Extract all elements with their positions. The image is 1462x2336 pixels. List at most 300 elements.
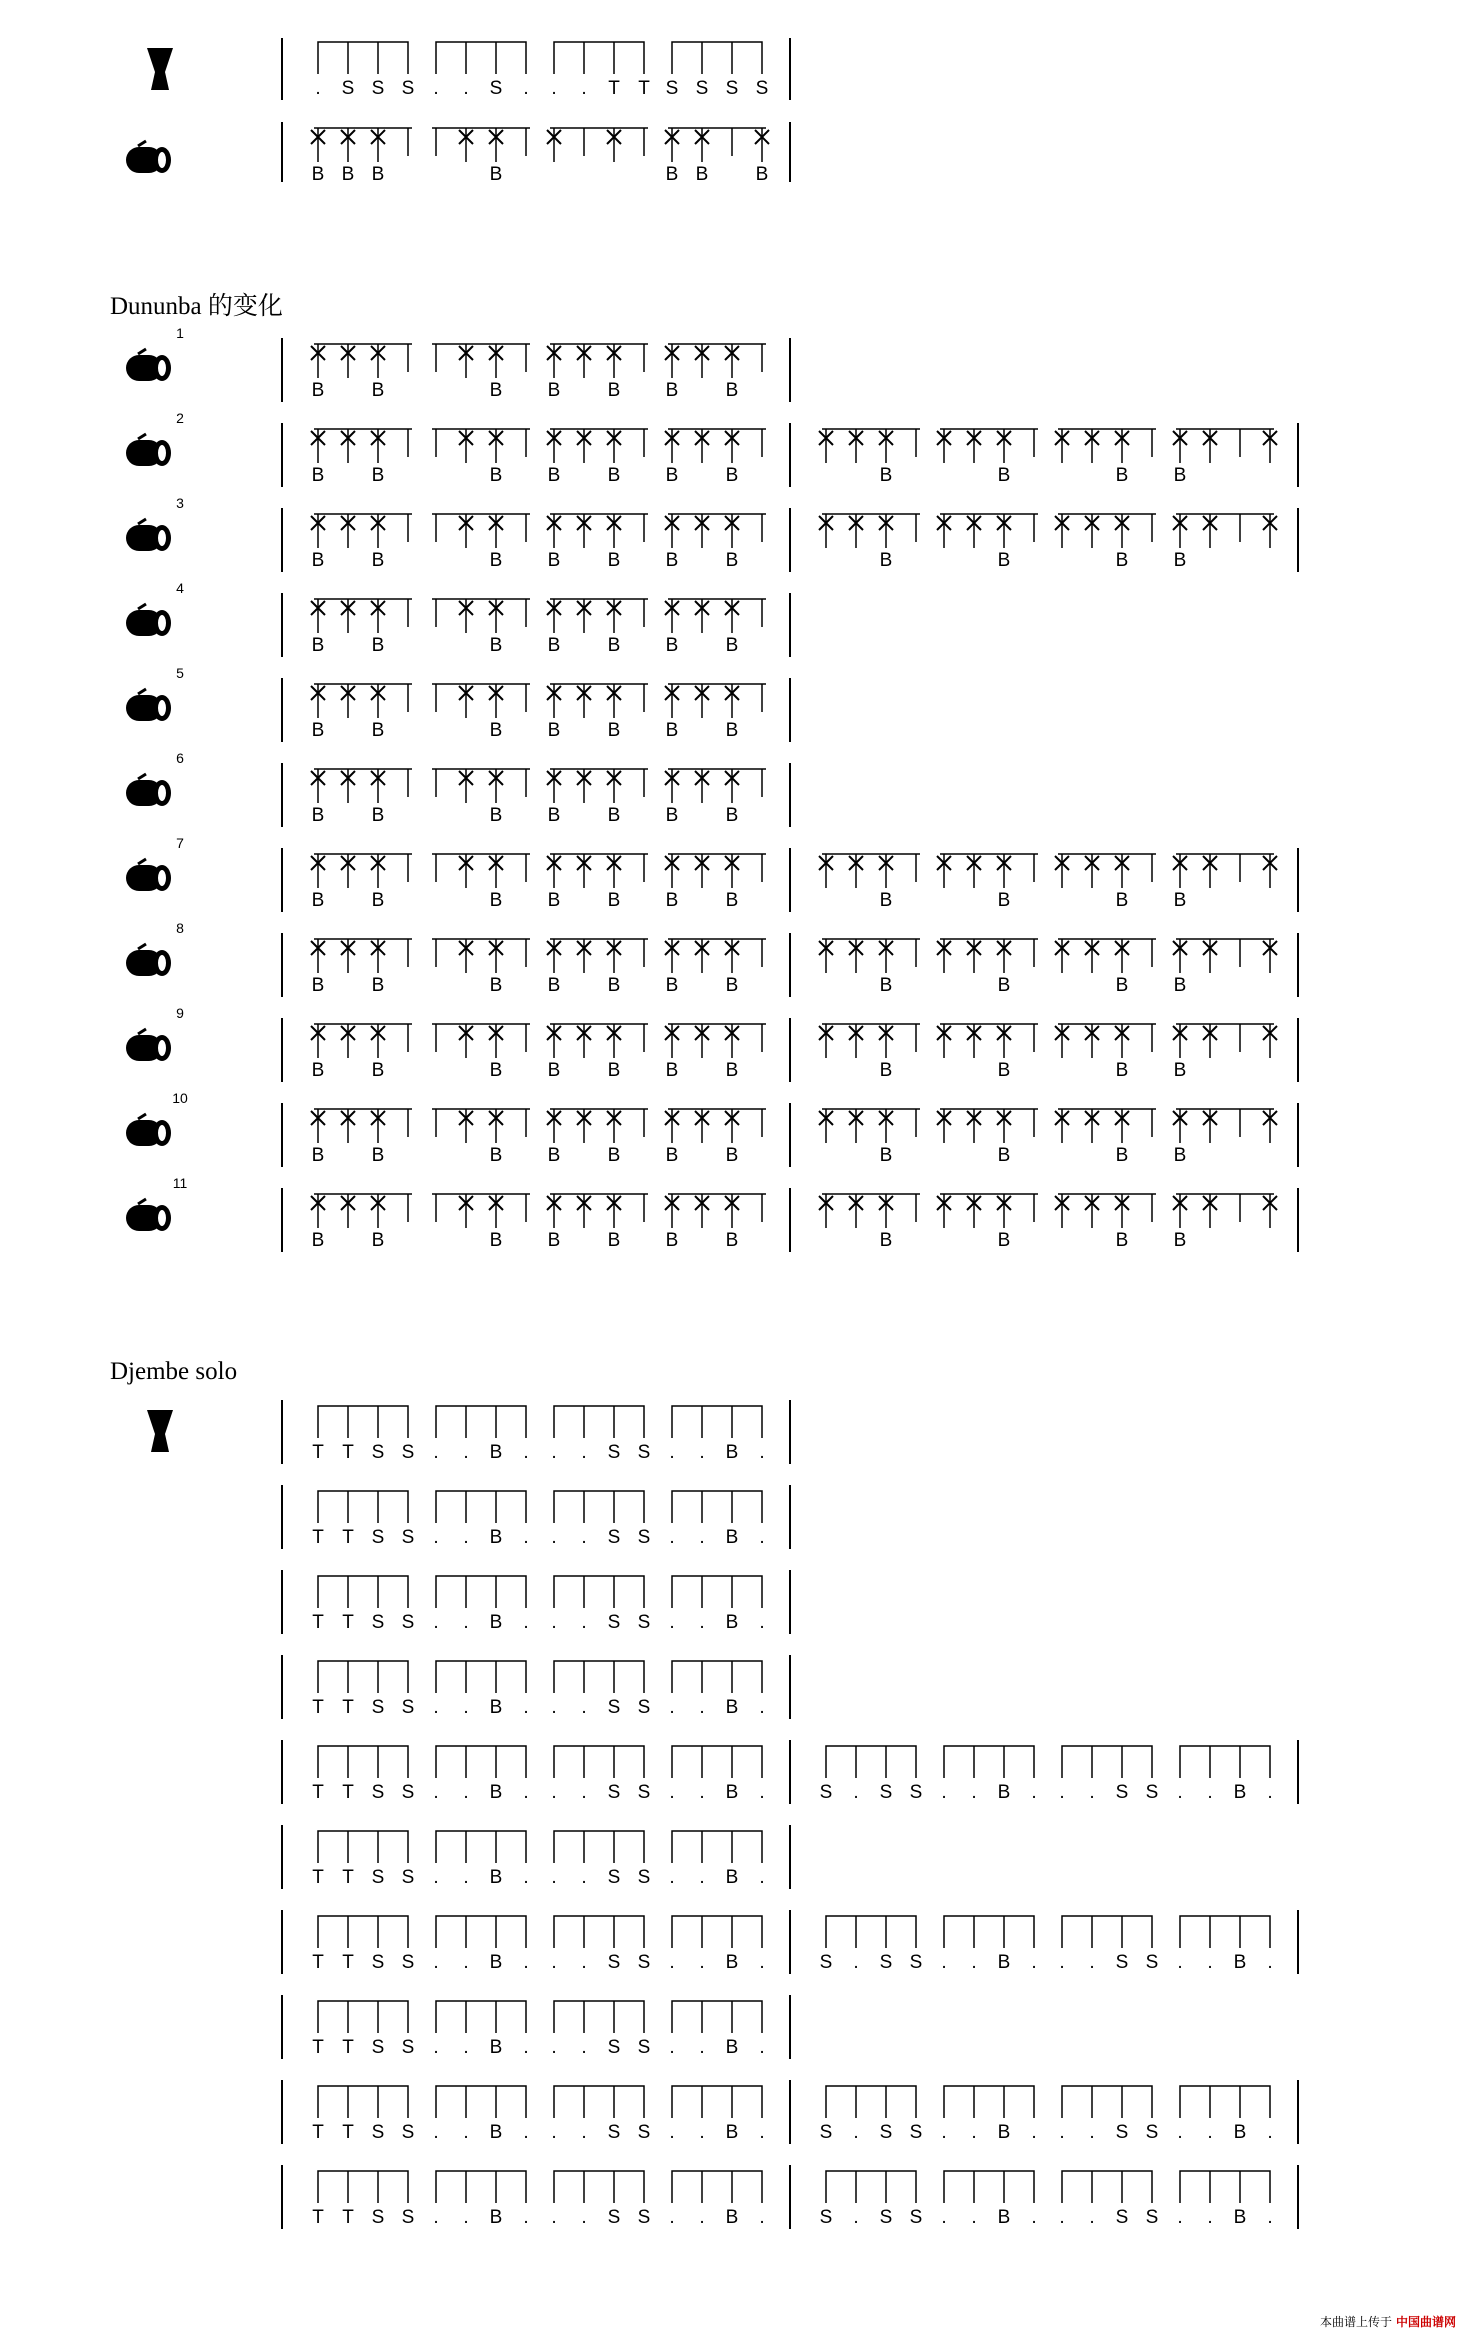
stroke-symbol: B xyxy=(725,2037,739,2058)
beat-bracket xyxy=(318,1576,408,1608)
stroke-symbol: . xyxy=(669,1442,675,1463)
dunun-icon-head-ring xyxy=(158,360,166,376)
stroke-symbol: S xyxy=(665,78,679,99)
beat-bracket xyxy=(826,2171,916,2203)
bass-symbol: B xyxy=(547,635,561,656)
stroke-symbol: . xyxy=(463,1867,469,1888)
bass-symbol: B xyxy=(665,805,679,826)
bass-symbol: B xyxy=(607,465,621,486)
bass-symbol: B xyxy=(371,1145,385,1166)
stroke-symbol: S xyxy=(909,2122,923,2143)
beat-bracket xyxy=(318,42,408,74)
stroke-symbol: . xyxy=(759,1952,765,1973)
bass-symbol: B xyxy=(725,1230,739,1251)
stroke-symbol: S xyxy=(371,1527,385,1548)
stroke-symbol: T xyxy=(312,1442,324,1463)
stroke-symbol: . xyxy=(523,1442,529,1463)
stroke-symbol: T xyxy=(608,78,620,99)
stroke-symbol: S xyxy=(607,1782,621,1803)
stroke-symbol: . xyxy=(523,2207,529,2228)
stroke-symbol: S xyxy=(401,1952,415,1973)
stroke-symbol: . xyxy=(853,1782,859,1803)
stroke-symbol: B xyxy=(489,2037,503,2058)
stroke-symbol: . xyxy=(433,78,439,99)
bass-symbol: B xyxy=(725,550,739,571)
stroke-symbol: S xyxy=(371,1782,385,1803)
dunun-icon-head-ring xyxy=(158,1210,166,1226)
stroke-symbol: B xyxy=(725,1527,739,1548)
stroke-symbol: . xyxy=(551,1782,557,1803)
stroke-symbol: S xyxy=(1145,2207,1159,2228)
stroke-symbol: T xyxy=(342,2037,354,2058)
bass-symbol: B xyxy=(1115,890,1129,911)
stroke-symbol: . xyxy=(581,1442,587,1463)
djembe-icon xyxy=(147,48,173,90)
dunun-icon-head-ring xyxy=(158,445,166,461)
beat-bracket xyxy=(1180,2171,1270,2203)
stroke-symbol: B xyxy=(489,1952,503,1973)
stroke-symbol: . xyxy=(941,1782,947,1803)
stroke-symbol: S xyxy=(401,1782,415,1803)
beat-bracket xyxy=(554,42,644,74)
stroke-symbol: S xyxy=(371,1867,385,1888)
stroke-symbol: . xyxy=(523,1867,529,1888)
stroke-symbol: S xyxy=(695,78,709,99)
dunun-icon-head-ring xyxy=(158,1125,166,1141)
stroke-symbol: T xyxy=(312,1867,324,1888)
dunun-icon-stick xyxy=(138,774,146,779)
bass-symbol: B xyxy=(607,720,621,741)
variation-number: 5 xyxy=(176,665,184,681)
stroke-symbol: . xyxy=(1059,1952,1065,1973)
stroke-symbol: B xyxy=(489,1442,503,1463)
stroke-symbol: . xyxy=(1177,2207,1183,2228)
dunun-icon-head-ring xyxy=(158,785,166,801)
stroke-symbol: . xyxy=(523,1612,529,1633)
variation-number: 8 xyxy=(176,920,184,936)
bass-symbol: B xyxy=(879,550,893,571)
stroke-symbol: S xyxy=(341,78,355,99)
stroke-symbol: . xyxy=(1059,2122,1065,2143)
footer-credit xyxy=(1320,2313,1456,2330)
stroke-symbol: S xyxy=(1115,1952,1129,1973)
beat-bracket xyxy=(436,1576,526,1608)
stroke-symbol: . xyxy=(581,1697,587,1718)
stroke-symbol: B xyxy=(997,1952,1011,1973)
stroke-symbol: . xyxy=(581,1867,587,1888)
beat-bracket xyxy=(318,1491,408,1523)
stroke-symbol: . xyxy=(433,2122,439,2143)
dunun-icon-stick xyxy=(138,1029,146,1034)
bass-symbol: B xyxy=(725,890,739,911)
stroke-symbol: S xyxy=(371,1697,385,1718)
beat-bracket xyxy=(826,2086,916,2118)
footer-brand: 中国曲谱网 xyxy=(1395,2315,1456,2329)
stroke-symbol: S xyxy=(607,1612,621,1633)
bass-symbol: B xyxy=(1115,1145,1129,1166)
stroke-symbol: S xyxy=(401,1442,415,1463)
stroke-symbol: S xyxy=(879,1952,893,1973)
beat-bracket xyxy=(672,1916,762,1948)
stroke-symbol: . xyxy=(523,1527,529,1548)
bass-symbol: B xyxy=(997,1230,1011,1251)
bass-symbol: B xyxy=(1173,1145,1187,1166)
stroke-symbol: . xyxy=(669,1952,675,1973)
stroke-symbol: B xyxy=(489,2207,503,2228)
beat-bracket xyxy=(944,2171,1034,2203)
bass-symbol: B xyxy=(311,635,325,656)
beat-bracket xyxy=(554,1746,644,1778)
beat-bracket xyxy=(1180,2086,1270,2118)
beat-bracket xyxy=(826,1916,916,1948)
bass-symbol: B xyxy=(1173,1060,1187,1081)
stroke-symbol: B xyxy=(725,2207,739,2228)
bass-symbol: B xyxy=(607,1230,621,1251)
stroke-symbol: . xyxy=(581,1952,587,1973)
bass-symbol: B xyxy=(665,635,679,656)
bass-symbol: B xyxy=(607,635,621,656)
beat-bracket xyxy=(318,1831,408,1863)
beat-bracket xyxy=(554,1576,644,1608)
beat-bracket xyxy=(672,1661,762,1693)
bass-symbol: B xyxy=(547,550,561,571)
beat-bracket xyxy=(554,2171,644,2203)
beat-bracket xyxy=(1062,1916,1152,1948)
beat-bracket xyxy=(436,1406,526,1438)
dunun-icon-stick xyxy=(138,434,146,439)
stroke-symbol: S xyxy=(819,2122,833,2143)
bass-symbol: B xyxy=(879,1060,893,1081)
bass-symbol: B xyxy=(371,550,385,571)
stroke-symbol: . xyxy=(669,1527,675,1548)
stroke-symbol: S xyxy=(607,2207,621,2228)
bass-symbol: B xyxy=(879,465,893,486)
stroke-symbol: . xyxy=(669,2122,675,2143)
stroke-symbol: . xyxy=(853,1952,859,1973)
bass-symbol: B xyxy=(725,380,739,401)
stroke-symbol: . xyxy=(551,2037,557,2058)
stroke-symbol: S xyxy=(909,1782,923,1803)
bass-symbol: B xyxy=(997,975,1011,996)
bass-symbol: B xyxy=(665,1145,679,1166)
bass-symbol: B xyxy=(725,465,739,486)
stroke-symbol: T xyxy=(342,1697,354,1718)
stroke-symbol: . xyxy=(1059,2207,1065,2228)
bass-symbol: B xyxy=(607,1145,621,1166)
bass-symbol: B xyxy=(311,550,325,571)
beat-bracket xyxy=(672,2001,762,2033)
dunun-icon-stick xyxy=(138,944,146,949)
stroke-symbol: . xyxy=(463,2207,469,2228)
stroke-symbol: . xyxy=(669,1612,675,1633)
beat-bracket xyxy=(436,2171,526,2203)
beat-bracket xyxy=(436,2001,526,2033)
stroke-symbol: T xyxy=(312,2037,324,2058)
stroke-symbol: B xyxy=(489,2122,503,2143)
bass-symbol: B xyxy=(607,380,621,401)
stroke-symbol: . xyxy=(759,1612,765,1633)
footer-text: 本曲谱上传于 xyxy=(1319,2315,1392,2329)
bass-symbol: B xyxy=(1173,1230,1187,1251)
bass-symbol: B xyxy=(725,635,739,656)
stroke-symbol: . xyxy=(971,2207,977,2228)
stroke-symbol: . xyxy=(433,1952,439,1973)
beat-bracket xyxy=(1062,2086,1152,2118)
stroke-symbol: B xyxy=(725,1952,739,1973)
stroke-symbol: S xyxy=(637,1527,651,1548)
stroke-symbol: . xyxy=(759,1867,765,1888)
stroke-symbol: S xyxy=(371,2122,385,2143)
beat-bracket xyxy=(436,1746,526,1778)
stroke-symbol: . xyxy=(1267,2122,1273,2143)
stroke-symbol: T xyxy=(342,1442,354,1463)
beat-bracket xyxy=(318,1746,408,1778)
stroke-symbol: T xyxy=(342,1952,354,1973)
stroke-symbol: S xyxy=(819,2207,833,2228)
stroke-symbol: S xyxy=(371,78,385,99)
stroke-symbol: S xyxy=(637,1867,651,1888)
bass-symbol: B xyxy=(665,164,679,185)
bass-symbol: B xyxy=(489,805,503,826)
bass-symbol: B xyxy=(665,550,679,571)
bass-symbol: B xyxy=(1115,975,1129,996)
stroke-symbol: . xyxy=(581,1527,587,1548)
stroke-symbol: . xyxy=(523,2037,529,2058)
stroke-symbol: . xyxy=(433,2207,439,2228)
stroke-symbol: T xyxy=(312,1782,324,1803)
beat-bracket xyxy=(944,2086,1034,2118)
stroke-symbol: T xyxy=(342,1867,354,1888)
beat-bracket xyxy=(1062,1746,1152,1778)
dunun-icon-head-ring xyxy=(158,615,166,631)
stroke-symbol: . xyxy=(669,1697,675,1718)
bass-symbol: B xyxy=(311,805,325,826)
bass-symbol: B xyxy=(547,975,561,996)
stroke-symbol: . xyxy=(1207,2207,1213,2228)
stroke-symbol: . xyxy=(941,2122,947,2143)
stroke-symbol: S xyxy=(371,1442,385,1463)
bass-symbol: B xyxy=(665,465,679,486)
bass-symbol: B xyxy=(547,805,561,826)
bass-symbol: B xyxy=(547,380,561,401)
stroke-symbol: S xyxy=(1115,2122,1129,2143)
stroke-symbol: S xyxy=(607,1697,621,1718)
stroke-symbol: S xyxy=(1115,2207,1129,2228)
bass-symbol: B xyxy=(1115,550,1129,571)
bass-symbol: B xyxy=(879,1230,893,1251)
stroke-symbol: S xyxy=(755,78,769,99)
stroke-symbol: . xyxy=(433,1527,439,1548)
stroke-symbol: . xyxy=(853,2122,859,2143)
stroke-symbol: S xyxy=(607,2122,621,2143)
stroke-symbol: T xyxy=(342,1612,354,1633)
stroke-symbol: S xyxy=(1115,1782,1129,1803)
stroke-symbol: . xyxy=(971,1782,977,1803)
beat-bracket xyxy=(436,42,526,74)
stroke-symbol: . xyxy=(1267,2207,1273,2228)
stroke-symbol: T xyxy=(342,2122,354,2143)
bass-symbol: B xyxy=(665,720,679,741)
stroke-symbol: . xyxy=(463,2122,469,2143)
bass-symbol: B xyxy=(371,720,385,741)
stroke-symbol: S xyxy=(637,2207,651,2228)
bass-symbol: B xyxy=(1173,975,1187,996)
stroke-symbol: . xyxy=(1177,1782,1183,1803)
stroke-symbol: S xyxy=(637,1697,651,1718)
stroke-symbol: . xyxy=(669,2037,675,2058)
stroke-symbol: . xyxy=(551,1697,557,1718)
bass-symbol: B xyxy=(547,720,561,741)
bass-symbol: B xyxy=(695,164,709,185)
bass-symbol: B xyxy=(665,1060,679,1081)
stroke-symbol: T xyxy=(312,1952,324,1973)
stroke-symbol: B xyxy=(1233,2122,1247,2143)
stroke-symbol: . xyxy=(433,1442,439,1463)
bass-symbol: B xyxy=(341,164,355,185)
bass-symbol: B xyxy=(311,1060,325,1081)
stroke-symbol: . xyxy=(941,1952,947,1973)
bass-symbol: B xyxy=(371,635,385,656)
stroke-symbol: . xyxy=(759,1697,765,1718)
bass-symbol: B xyxy=(607,805,621,826)
stroke-symbol: B xyxy=(997,2207,1011,2228)
stroke-symbol: . xyxy=(581,1612,587,1633)
stroke-symbol: B xyxy=(725,2122,739,2143)
stroke-symbol: S xyxy=(607,1527,621,1548)
stroke-symbol: S xyxy=(879,1782,893,1803)
dunun-icon-head-ring xyxy=(158,1040,166,1056)
dunun-icon-stick xyxy=(138,689,146,694)
dunun-icon-stick xyxy=(138,1199,146,1204)
stroke-symbol: B xyxy=(997,1782,1011,1803)
bass-symbol: B xyxy=(371,380,385,401)
stroke-symbol: . xyxy=(699,1782,705,1803)
beat-bracket xyxy=(672,42,762,74)
bass-symbol: B xyxy=(311,720,325,741)
bass-symbol: B xyxy=(665,1230,679,1251)
bass-symbol: B xyxy=(755,164,769,185)
stroke-symbol: S xyxy=(607,1442,621,1463)
stroke-symbol: S xyxy=(371,2207,385,2228)
stroke-symbol: . xyxy=(551,1612,557,1633)
variation-number: 2 xyxy=(176,410,184,426)
beat-bracket xyxy=(672,1491,762,1523)
stroke-symbol: . xyxy=(1089,1952,1095,1973)
bass-symbol: B xyxy=(1115,465,1129,486)
stroke-symbol: . xyxy=(551,2122,557,2143)
dunun-icon-stick xyxy=(138,349,146,354)
stroke-symbol: . xyxy=(699,2122,705,2143)
bass-symbol: B xyxy=(725,1060,739,1081)
stroke-symbol: . xyxy=(433,1612,439,1633)
bass-symbol: B xyxy=(665,890,679,911)
dunun-icon-stick xyxy=(138,604,146,609)
stroke-symbol: . xyxy=(463,1612,469,1633)
stroke-symbol: . xyxy=(759,1527,765,1548)
beat-bracket xyxy=(436,1916,526,1948)
beat-bracket xyxy=(318,2086,408,2118)
stroke-symbol: . xyxy=(699,1612,705,1633)
stroke-symbol: S xyxy=(607,1867,621,1888)
stroke-symbol: B xyxy=(725,1697,739,1718)
bass-symbol: B xyxy=(489,1230,503,1251)
bass-symbol: B xyxy=(547,1145,561,1166)
beat-bracket xyxy=(436,1661,526,1693)
stroke-symbol: . xyxy=(699,2037,705,2058)
beat-bracket xyxy=(672,2171,762,2203)
stroke-symbol: S xyxy=(607,2037,621,2058)
dunun-icon-stick xyxy=(138,1114,146,1119)
stroke-symbol: . xyxy=(1059,1782,1065,1803)
beat-bracket xyxy=(436,1491,526,1523)
stroke-symbol: B xyxy=(489,1612,503,1633)
section-title-djembe-solo: Djembe solo xyxy=(110,1358,238,1385)
stroke-symbol: . xyxy=(699,1867,705,1888)
bass-symbol: B xyxy=(879,890,893,911)
beat-bracket xyxy=(318,1406,408,1438)
stroke-symbol: . xyxy=(315,78,321,99)
bass-symbol: B xyxy=(311,890,325,911)
stroke-symbol: . xyxy=(699,1527,705,1548)
bass-symbol: B xyxy=(607,890,621,911)
beat-bracket xyxy=(318,2171,408,2203)
bass-symbol: B xyxy=(371,975,385,996)
bass-symbol: B xyxy=(1173,890,1187,911)
stroke-symbol: S xyxy=(401,2037,415,2058)
stroke-symbol: S xyxy=(637,1782,651,1803)
bass-symbol: B xyxy=(725,1145,739,1166)
bass-symbol: B xyxy=(489,890,503,911)
stroke-symbol: . xyxy=(1267,1952,1273,1973)
stroke-symbol: . xyxy=(1207,2122,1213,2143)
stroke-symbol: S xyxy=(909,1952,923,1973)
bass-symbol: B xyxy=(547,890,561,911)
stroke-symbol: . xyxy=(581,78,587,99)
stroke-symbol: . xyxy=(433,1782,439,1803)
bass-symbol: B xyxy=(607,1060,621,1081)
stroke-symbol: S xyxy=(401,1697,415,1718)
stroke-symbol: . xyxy=(463,1782,469,1803)
bass-symbol: B xyxy=(371,890,385,911)
stroke-symbol: S xyxy=(371,1612,385,1633)
stroke-symbol: S xyxy=(637,1612,651,1633)
stroke-symbol: . xyxy=(581,2122,587,2143)
stroke-symbol: . xyxy=(551,2207,557,2228)
stroke-symbol: T xyxy=(342,1782,354,1803)
stroke-symbol: B xyxy=(489,1527,503,1548)
stroke-symbol: S xyxy=(1145,2122,1159,2143)
bass-symbol: B xyxy=(997,465,1011,486)
bass-symbol: B xyxy=(1173,465,1187,486)
stroke-symbol: . xyxy=(551,1527,557,1548)
stroke-symbol: . xyxy=(463,1527,469,1548)
beat-bracket xyxy=(944,1746,1034,1778)
bass-symbol: B xyxy=(547,1060,561,1081)
bass-symbol: B xyxy=(997,1060,1011,1081)
stroke-symbol: . xyxy=(581,2207,587,2228)
stroke-symbol: . xyxy=(1267,1782,1273,1803)
dunun-icon-head-ring xyxy=(158,152,166,168)
variation-number: 11 xyxy=(172,1175,188,1191)
stroke-symbol: S xyxy=(1145,1952,1159,1973)
bass-symbol: B xyxy=(371,805,385,826)
stroke-symbol: B xyxy=(725,1442,739,1463)
bass-symbol: B xyxy=(311,465,325,486)
stroke-symbol: S xyxy=(819,1782,833,1803)
bass-symbol: B xyxy=(311,1230,325,1251)
beat-bracket xyxy=(554,2086,644,2118)
stroke-symbol: . xyxy=(463,1442,469,1463)
